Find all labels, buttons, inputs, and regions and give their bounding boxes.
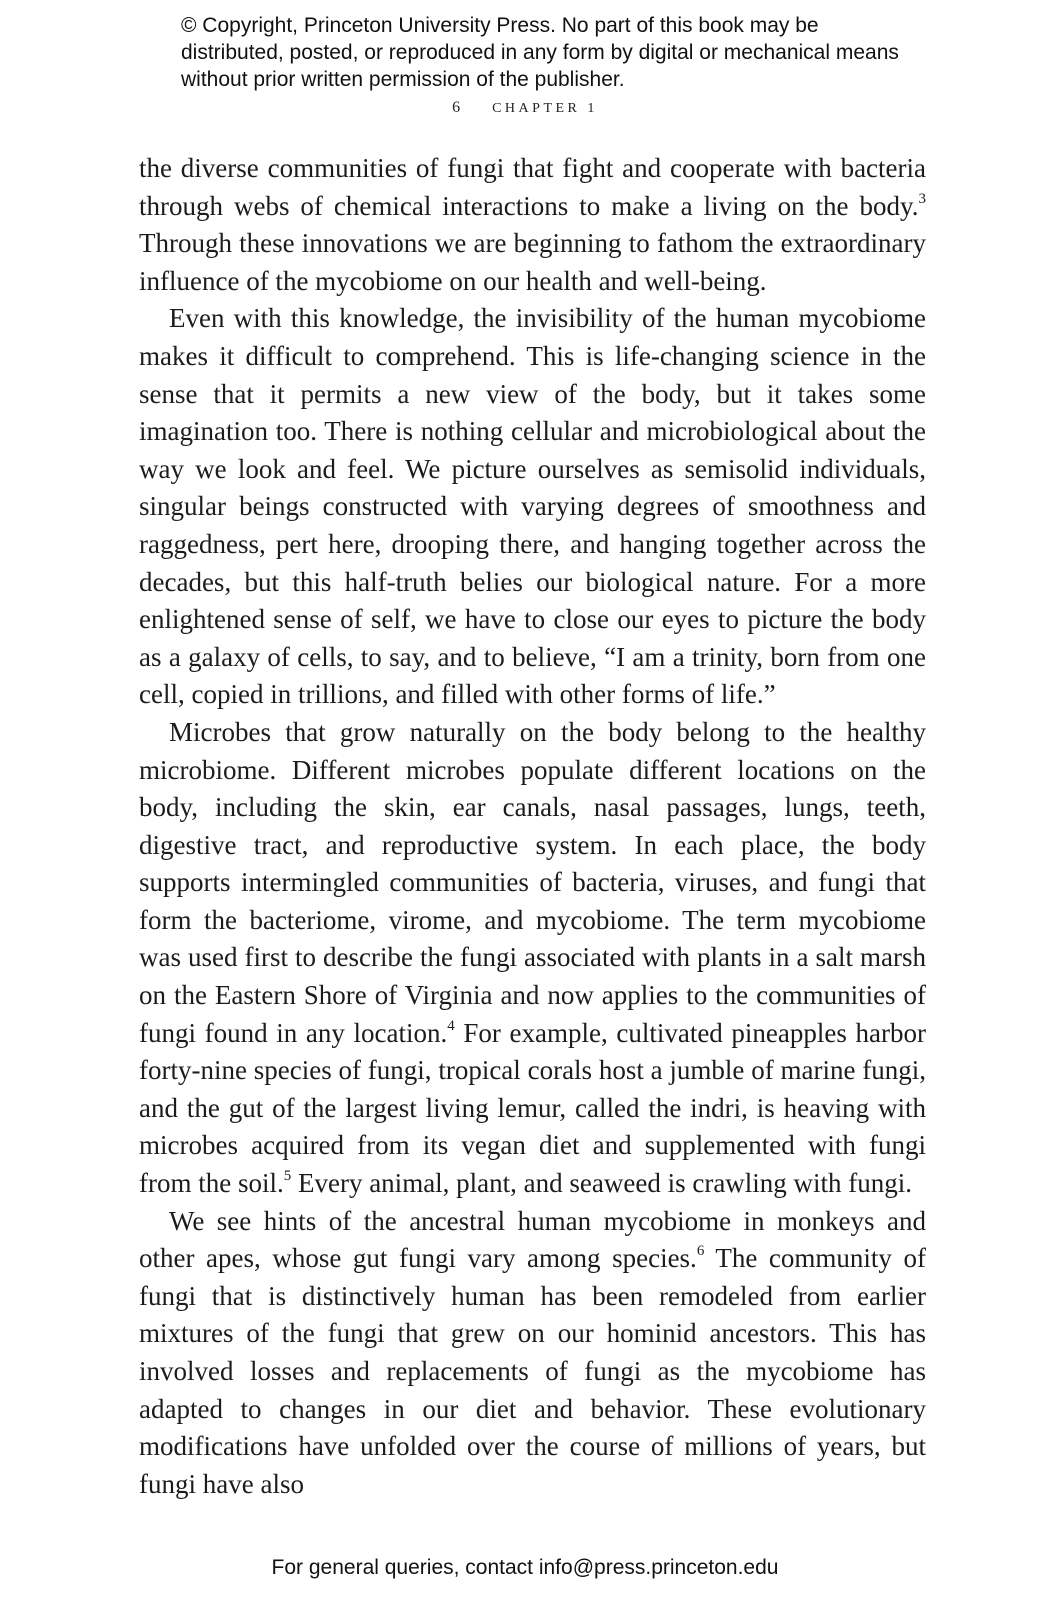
page-number: 6	[452, 99, 464, 116]
paragraph-text: We see hints of the ancestral human mycobiome in monkeys and other apes, whose gut fungi vary among species.	[139, 1205, 926, 1274]
paragraph	[139, 714, 926, 1203]
footnote-ref: 6	[696, 1243, 705, 1260]
body-text	[139, 150, 926, 1503]
chapter-label: CHAPTER 1	[492, 101, 598, 116]
paragraph	[139, 150, 926, 300]
paragraph-text: The community of fungi that is distinctively human has been remodeled from earlier mixtures of the fungi that grew on our hominid ancestors. This has involved losses and replacements of fungi as the mycobiome has adapted to changes in our diet and behavior. These evolutionary modifications have unfolded over the course of millions of years, but fungi have also	[139, 1243, 926, 1499]
paragraph-text: Through these innovations we are beginning to fathom the extraordinary influence of the mycobiome on our health and well-being.	[139, 228, 926, 296]
footer-contact: For general queries, contact info@press.princeton.edu	[271, 1556, 779, 1579]
paragraph-text: Every animal, plant, and seaweed is crawling with fungi.	[291, 1168, 913, 1199]
footnote-ref: 4	[447, 1017, 455, 1034]
footnote-ref: 5	[283, 1168, 292, 1185]
paragraph-text: Microbes that grow naturally on the body belong to the healthy microbiome. Different microbes populate different locations on the body, including the skin, ear canals, nasal passages, lungs, teeth, digestive tract, and reproductive system. In each place, the body supports intermingled communities of bacteria, viruses, and fungi that form the bacteriome, virome, and mycobiome. The term mycobiome was used first to describe the fungi associated with plants in a salt marsh on the Eastern Shore of Virginia and now applies to the communities of fungi found in any location.	[139, 716, 926, 1048]
paragraph-text: the diverse communities of fungi that fight and cooperate with bacteria through webs of chemical interactions to make a living on the body.	[139, 153, 926, 221]
copyright-notice: © Copyright, Princeton University Press. No part of this book may be distributed, posted, or reproduced in any form by digital or mechanical means without prior written permission of the publisher.	[181, 14, 899, 91]
paragraph-text: Even with this knowledge, the invisibility of the human mycobiome makes it difficult to comprehend. This is life-changing science in the sense that it permits a new view of the body, but it takes some imagination too. There is nothing cellular and microbiological about the way we look and feel. We picture ourselves as semisolid individuals, singular beings constructed with varying degrees of smoothness and raggedness, pert here, drooping there, and hanging together across the decades, but this half-truth belies our biological nature. For a more enlightened sense of self, we have to close our eyes to picture the body as a galaxy of cells, to say, and to believe, “I am a trinity, born from one cell, copied in trillions, and filled with other forms of life.”	[139, 303, 926, 710]
running-head	[0, 99, 1050, 117]
footnote-ref: 3	[918, 190, 926, 207]
paragraph	[139, 300, 926, 714]
paragraph-text: For example, cultivated pineapples harbor forty-nine species of fungi, tropical corals host a jumble of marine fungi, and the gut of the largest living lemur, called the indri, is heaving with microbes acquired from its vegan diet and supplemented with fungi from the soil.	[139, 1017, 926, 1199]
paragraph	[139, 1203, 926, 1504]
